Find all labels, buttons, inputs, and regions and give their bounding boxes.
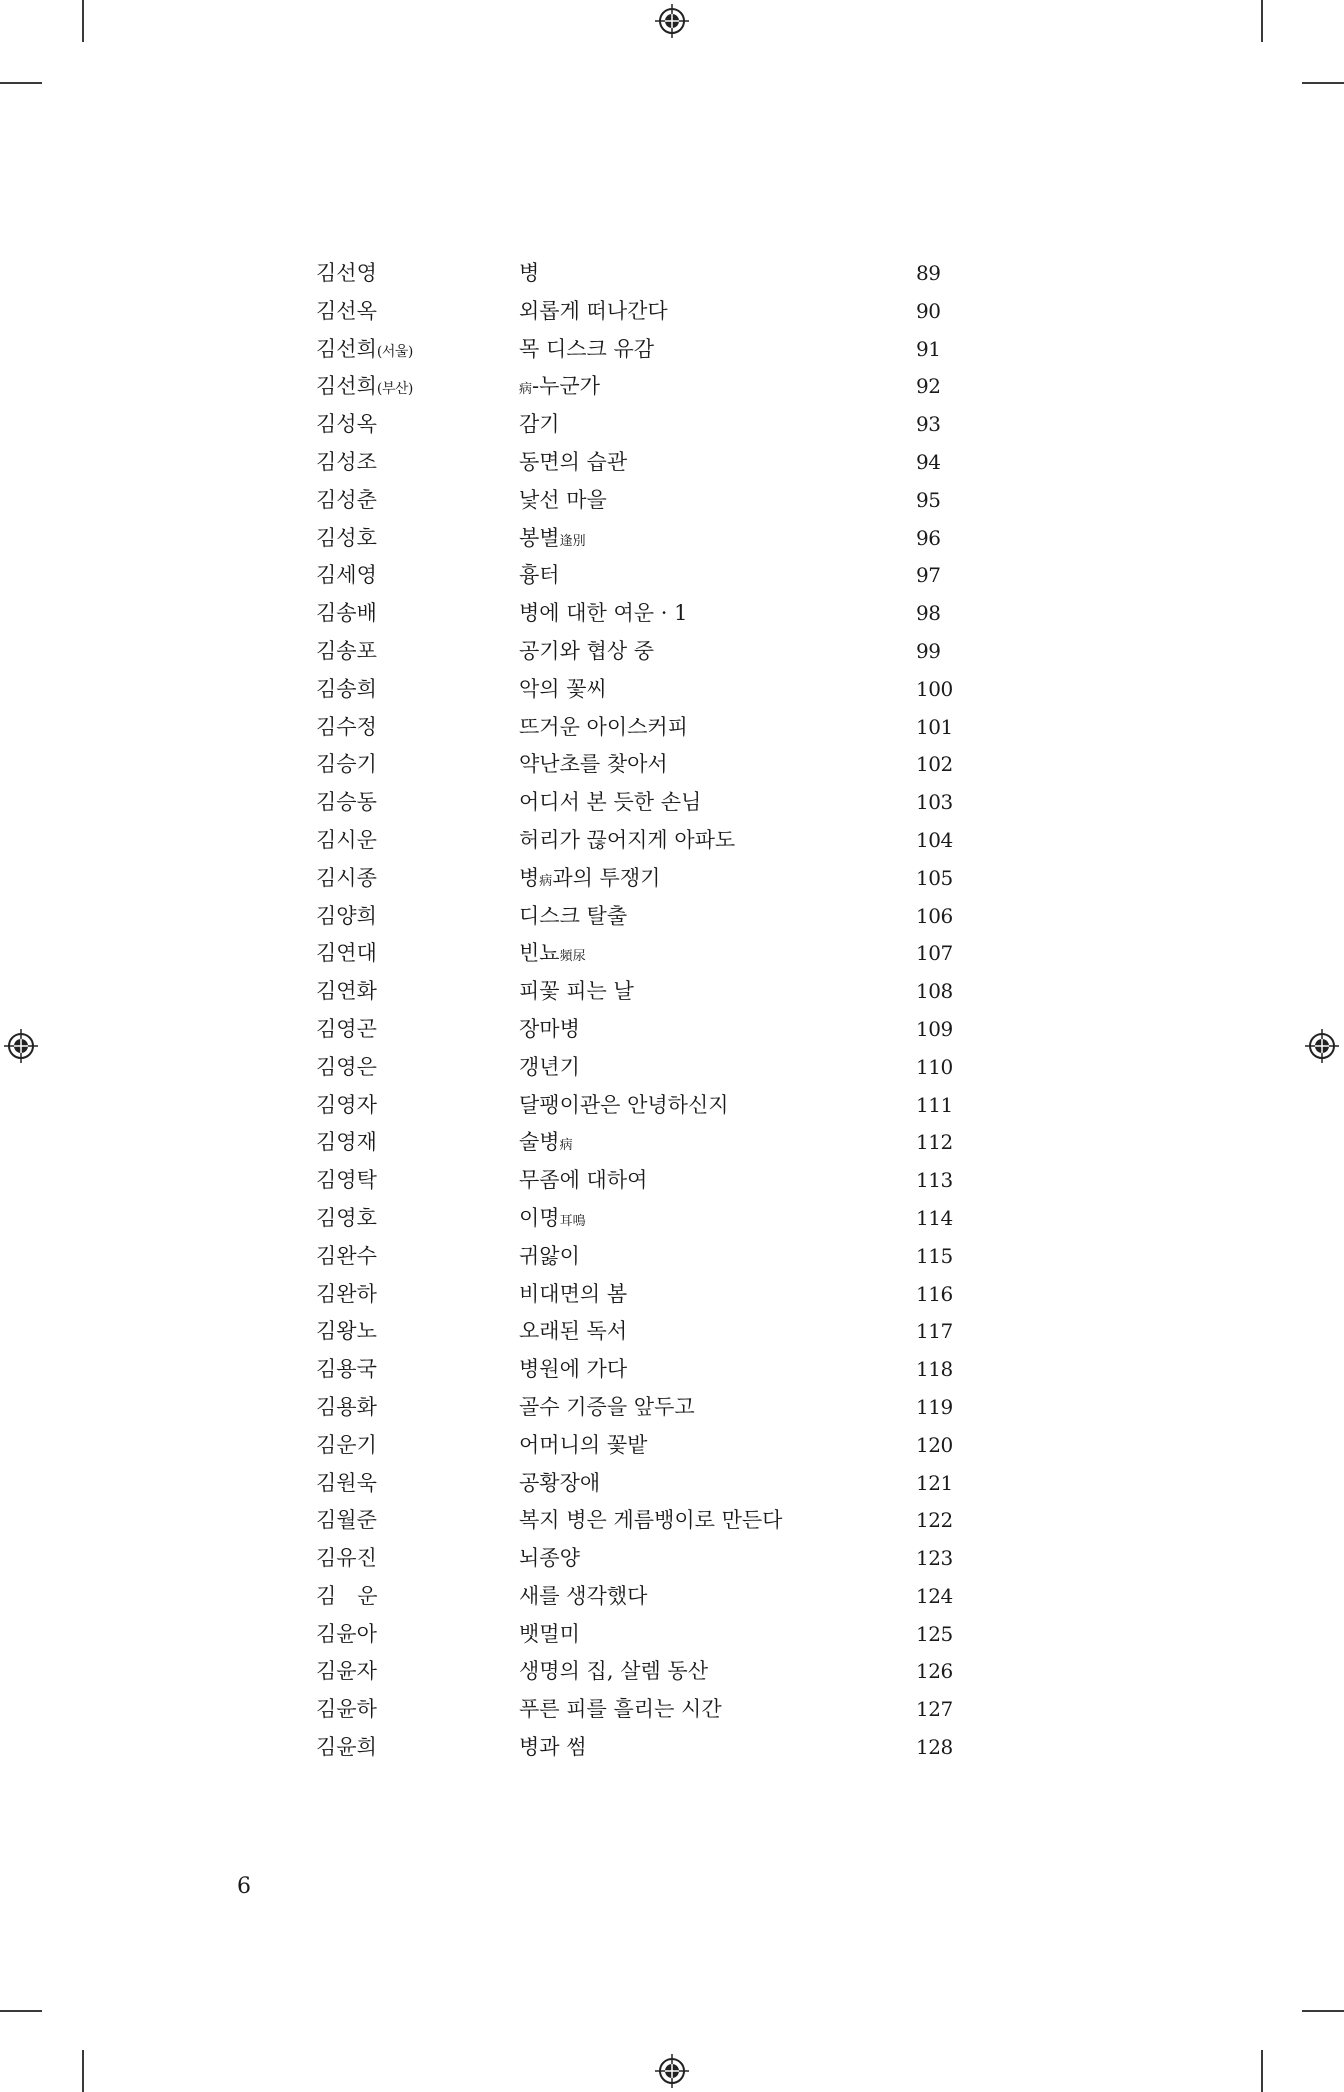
toc-author-name: 김완하 xyxy=(316,1281,377,1306)
toc-title xyxy=(519,633,654,671)
toc-title xyxy=(519,520,586,561)
toc-page-number: 94 xyxy=(916,449,941,474)
toc-page-number: 126 xyxy=(916,1659,953,1684)
toc-entry xyxy=(316,973,956,1011)
toc-title xyxy=(519,1616,580,1654)
toc-author-name: 김연화 xyxy=(316,979,377,1004)
toc-author xyxy=(316,1238,377,1276)
toc-author-name: 김성조 xyxy=(316,449,377,474)
toc-author-name: 김시종 xyxy=(316,865,377,890)
toc-author xyxy=(316,557,377,595)
toc-title-text: 외롭게 떠나간다 xyxy=(519,298,668,323)
toc-entry xyxy=(316,898,956,936)
toc-entry xyxy=(316,1691,956,1729)
toc-entry xyxy=(316,1124,956,1162)
toc-title xyxy=(519,255,539,293)
registration-mark-right-icon xyxy=(1305,1029,1339,1063)
toc-title-hanja: 病 xyxy=(539,873,553,889)
toc-author-note: (서울) xyxy=(376,343,413,360)
toc-page-number: 100 xyxy=(916,676,953,701)
toc-author-name: 김영은 xyxy=(316,1054,377,1079)
toc-entry xyxy=(316,1578,956,1616)
toc-author xyxy=(316,482,377,520)
toc-title xyxy=(519,331,654,369)
toc-title xyxy=(519,822,735,860)
toc-author xyxy=(316,1691,377,1729)
toc-title-text: 푸른 피를 흘리는 시간 xyxy=(519,1697,722,1722)
toc-title xyxy=(519,1238,580,1276)
toc-title-text: 골수 기증을 앞두고 xyxy=(519,1394,695,1419)
toc-title xyxy=(519,1276,627,1314)
toc-author-name: 김양희 xyxy=(316,903,377,928)
toc-title-text: 뜨거운 아이스커피 xyxy=(519,714,688,739)
toc-author xyxy=(316,444,377,482)
toc-entry xyxy=(316,557,956,595)
toc-entry xyxy=(316,595,956,633)
toc-author xyxy=(316,935,377,973)
toc-author-name: 김영호 xyxy=(316,1205,377,1230)
toc-page-number: 114 xyxy=(916,1205,953,1230)
toc-entry xyxy=(316,1389,956,1427)
toc-author xyxy=(316,898,377,936)
registration-mark-left-icon xyxy=(4,1029,38,1063)
toc-entry xyxy=(316,1502,956,1540)
toc-entry xyxy=(316,293,956,331)
toc-author-name: 김연대 xyxy=(316,941,377,966)
toc-author xyxy=(316,1578,378,1616)
toc-page-number: 115 xyxy=(916,1243,953,1268)
toc-title-text: 갱년기 xyxy=(519,1054,580,1079)
toc-author-name: 김운기 xyxy=(316,1432,377,1457)
toc-title-text: 오래된 독서 xyxy=(519,1319,628,1344)
toc-title xyxy=(519,1313,627,1351)
toc-entry xyxy=(316,1276,956,1314)
toc-author xyxy=(316,1200,377,1238)
toc-author xyxy=(316,255,377,293)
toc-author xyxy=(316,1351,377,1389)
toc-page-number: 89 xyxy=(916,261,941,285)
toc-title-hanja: 病 xyxy=(559,1138,573,1154)
toc-page-number: 104 xyxy=(916,827,953,852)
toc-title-text: 어디서 본 듯한 손님 xyxy=(519,790,702,815)
toc-author xyxy=(316,1049,377,1087)
toc-author xyxy=(316,293,377,331)
toc-title xyxy=(519,1578,647,1616)
toc-author-name: 김영탁 xyxy=(316,1168,377,1193)
toc-title-text: 이명 xyxy=(519,1205,560,1230)
toc-title xyxy=(519,293,668,331)
toc-title-text: 뇌종양 xyxy=(519,1546,580,1571)
toc-page-number: 120 xyxy=(916,1432,953,1457)
toc-page-number: 90 xyxy=(916,298,941,323)
toc-author-name: 김 운 xyxy=(316,1583,378,1608)
toc-author xyxy=(316,1729,377,1767)
toc-page-number: 127 xyxy=(916,1697,953,1722)
toc-title-hanja: 逢別 xyxy=(559,533,586,549)
toc-page-number: 92 xyxy=(916,374,941,399)
toc-author-name: 김왕노 xyxy=(316,1319,377,1344)
toc-author xyxy=(316,1616,377,1654)
toc-author-name: 김월준 xyxy=(316,1508,377,1533)
toc-page-number: 107 xyxy=(916,941,953,966)
toc-author xyxy=(316,1276,377,1314)
toc-title xyxy=(519,1465,600,1503)
toc-entry xyxy=(316,1200,956,1238)
toc-entry xyxy=(316,822,956,860)
toc-entry xyxy=(316,709,956,747)
toc-author-name: 김윤희 xyxy=(316,1735,377,1760)
crop-mark-bottom-right xyxy=(1261,2050,1263,2092)
toc-entry xyxy=(316,520,956,558)
toc-title xyxy=(519,1540,580,1578)
toc-author-name: 김선옥 xyxy=(316,298,377,323)
toc-title-text: 낯선 마을 xyxy=(519,487,607,512)
toc-title xyxy=(519,973,634,1011)
toc-entry xyxy=(316,860,956,898)
toc-title xyxy=(519,1162,647,1200)
toc-title-text: 감기 xyxy=(519,412,560,437)
toc-title-suffix: 과의 투쟁기 xyxy=(552,865,661,890)
toc-title xyxy=(519,1011,580,1049)
toc-title-text: 병 xyxy=(519,865,540,890)
toc-author xyxy=(316,822,377,860)
toc-entry xyxy=(316,1087,956,1125)
toc-title xyxy=(519,1087,729,1125)
toc-author-name: 김선희 xyxy=(316,374,377,399)
toc-author-name: 김승기 xyxy=(316,752,377,777)
toc-author-name: 김성춘 xyxy=(316,487,377,512)
crop-mark-bottom-right-h xyxy=(1302,2010,1344,2012)
toc-author-name: 김윤하 xyxy=(316,1697,377,1722)
toc-author xyxy=(316,709,377,747)
registration-mark-bottom-icon xyxy=(655,2054,689,2088)
toc-title-text: 목 디스크 유감 xyxy=(519,336,655,361)
toc-entry xyxy=(316,444,956,482)
toc-page-number: 119 xyxy=(916,1394,953,1419)
toc-title xyxy=(519,557,560,595)
toc-title-text: 공황장애 xyxy=(519,1470,601,1495)
toc-title-text: 새를 생각했다 xyxy=(519,1583,648,1608)
toc-author-name: 김영곤 xyxy=(316,1016,377,1041)
toc-title xyxy=(519,1389,695,1427)
toc-author-name: 김수정 xyxy=(316,714,377,739)
toc-title xyxy=(519,898,627,936)
toc-entry xyxy=(316,1616,956,1654)
toc-entry xyxy=(316,935,956,973)
toc-author xyxy=(316,406,377,444)
toc-author-name: 김시운 xyxy=(316,827,377,852)
toc-title xyxy=(519,1691,722,1729)
toc-title xyxy=(519,406,560,444)
toc-page-number: 105 xyxy=(916,865,953,890)
toc-title-text: 병에 대한 여운 · 1 xyxy=(519,601,688,626)
toc-entry xyxy=(316,1313,956,1351)
toc-title-text: 동면의 습관 xyxy=(519,449,628,474)
toc-page-number: 124 xyxy=(916,1583,953,1608)
toc-title xyxy=(519,746,668,784)
toc-author xyxy=(316,1465,377,1503)
toc-entry xyxy=(316,255,956,293)
toc-page-number: 116 xyxy=(916,1281,953,1306)
registration-mark-top-icon xyxy=(655,4,689,38)
toc-entry xyxy=(316,406,956,444)
toc-entry xyxy=(316,1238,956,1276)
crop-mark-top-left xyxy=(82,0,84,42)
toc-title-text: 빈뇨 xyxy=(519,941,560,966)
toc-author-name: 김용화 xyxy=(316,1394,377,1419)
crop-mark-top-right-h xyxy=(1302,82,1344,84)
toc-author xyxy=(316,1313,377,1351)
toc-author xyxy=(316,1653,377,1691)
toc-title xyxy=(519,784,701,822)
crop-mark-top-right xyxy=(1261,0,1263,42)
toc-title xyxy=(519,1351,627,1389)
toc-title-hanja: 頻尿 xyxy=(559,949,586,965)
toc-title-text: 피꽃 피는 날 xyxy=(519,979,634,1004)
toc-author-name: 김세영 xyxy=(316,563,377,588)
page-number: 6 xyxy=(237,1874,251,1899)
toc-page-number: 93 xyxy=(916,412,941,437)
toc-title xyxy=(519,1124,573,1165)
toc-entry xyxy=(316,633,956,671)
toc-page-number: 106 xyxy=(916,903,953,928)
toc-author xyxy=(316,1389,377,1427)
toc-title xyxy=(519,444,627,482)
toc-author-name: 김윤아 xyxy=(316,1621,377,1646)
toc-author-name: 김영재 xyxy=(316,1130,377,1155)
toc-author-name: 김선희 xyxy=(316,336,377,361)
toc-page-number: 113 xyxy=(916,1168,953,1193)
toc-author-name: 김용국 xyxy=(316,1357,377,1382)
toc-title xyxy=(519,671,607,709)
toc-entry xyxy=(316,1653,956,1691)
toc-author xyxy=(316,331,413,372)
toc-author-name: 김유진 xyxy=(316,1546,377,1571)
toc-title-text: 생명의 집, 살렘 동산 xyxy=(519,1659,708,1684)
toc-entry xyxy=(316,1427,956,1465)
toc-title-text: 병과 썸 xyxy=(519,1735,587,1760)
toc-author-name: 김영자 xyxy=(316,1092,377,1117)
table-of-contents xyxy=(316,255,956,1767)
toc-title-text: 술병 xyxy=(519,1130,560,1155)
crop-mark-bottom-left-h xyxy=(0,2010,42,2012)
toc-page-number: 109 xyxy=(916,1016,953,1041)
toc-page-number: 111 xyxy=(916,1092,953,1117)
toc-title-text: 비대면의 봄 xyxy=(519,1281,628,1306)
toc-page-number: 118 xyxy=(916,1357,953,1382)
toc-title xyxy=(519,482,607,520)
toc-entry xyxy=(316,1011,956,1049)
toc-page-number: 101 xyxy=(916,714,953,739)
toc-title xyxy=(519,368,600,409)
toc-author xyxy=(316,1011,377,1049)
toc-title-text: 약난초를 찾아서 xyxy=(519,752,668,777)
toc-title-text: 달팽이관은 안녕하신지 xyxy=(519,1092,729,1117)
toc-entry xyxy=(316,1162,956,1200)
toc-title xyxy=(519,1427,647,1465)
toc-title-hanja: 耳鳴 xyxy=(559,1213,586,1229)
toc-entry xyxy=(316,331,956,369)
toc-page-number: 110 xyxy=(916,1054,953,1079)
toc-title-text: 무좀에 대하여 xyxy=(519,1168,648,1193)
toc-title-text: 복지 병은 게름뱅이로 만든다 xyxy=(519,1508,783,1533)
toc-title-text: 장마병 xyxy=(519,1016,580,1041)
toc-author-name: 김승동 xyxy=(316,790,377,815)
toc-page-number: 96 xyxy=(916,525,941,550)
toc-title xyxy=(519,709,688,747)
toc-author xyxy=(316,671,377,709)
toc-author-name: 김완수 xyxy=(316,1243,377,1268)
toc-author-name: 김윤자 xyxy=(316,1659,377,1684)
toc-author xyxy=(316,1087,377,1125)
toc-author xyxy=(316,1502,377,1540)
toc-page-number: 112 xyxy=(916,1130,953,1155)
toc-author xyxy=(316,595,377,633)
toc-page-number: 95 xyxy=(916,487,941,512)
toc-author xyxy=(316,1162,377,1200)
toc-author-name: 김송희 xyxy=(316,676,377,701)
toc-title xyxy=(519,1729,587,1767)
toc-title-text: 흉터 xyxy=(519,563,560,588)
toc-page-number: 91 xyxy=(916,336,941,361)
toc-entry xyxy=(316,1465,956,1503)
toc-author xyxy=(316,1540,377,1578)
toc-page-number: 122 xyxy=(916,1508,953,1533)
toc-title-suffix: -누군가 xyxy=(532,374,600,399)
toc-entry xyxy=(316,1540,956,1578)
toc-title-text: 병 xyxy=(519,261,540,285)
toc-author-name: 김송포 xyxy=(316,638,377,663)
toc-page-number: 125 xyxy=(916,1621,953,1646)
toc-title-hanja: 病 xyxy=(519,382,533,398)
crop-mark-top-left-h xyxy=(0,82,42,84)
toc-author xyxy=(316,973,377,1011)
toc-entry xyxy=(316,368,956,406)
toc-entry xyxy=(316,746,956,784)
toc-page-number: 102 xyxy=(916,752,953,777)
toc-entry xyxy=(316,1351,956,1389)
toc-author-name: 김송배 xyxy=(316,601,377,626)
toc-author xyxy=(316,368,413,409)
toc-title xyxy=(519,595,687,633)
toc-entry xyxy=(316,671,956,709)
toc-entry xyxy=(316,482,956,520)
toc-page-number: 123 xyxy=(916,1546,953,1571)
toc-author-note: (부산) xyxy=(376,381,413,398)
toc-author-name: 김성옥 xyxy=(316,412,377,437)
toc-entry xyxy=(316,784,956,822)
toc-entry xyxy=(316,1729,956,1767)
toc-page-number: 121 xyxy=(916,1470,953,1495)
toc-page-number: 103 xyxy=(916,790,953,815)
crop-mark-bottom-left xyxy=(82,2050,84,2092)
toc-title-text: 디스크 탈출 xyxy=(519,903,628,928)
toc-title-text: 허리가 끊어지게 아파도 xyxy=(519,827,736,852)
toc-author xyxy=(316,520,377,558)
toc-title xyxy=(519,1049,580,1087)
toc-title-text: 공기와 협상 중 xyxy=(519,638,655,663)
toc-page-number: 97 xyxy=(916,563,941,588)
toc-page-number: 108 xyxy=(916,979,953,1004)
toc-title-text: 뱃멀미 xyxy=(519,1621,580,1646)
toc-page-number: 98 xyxy=(916,601,941,626)
toc-title-text: 봉별 xyxy=(519,525,560,550)
toc-author-name: 김원욱 xyxy=(316,1470,377,1495)
toc-title-text: 악의 꽃씨 xyxy=(519,676,607,701)
toc-title-text: 귀앓이 xyxy=(519,1243,580,1268)
toc-entry xyxy=(316,1049,956,1087)
toc-title-text: 병원에 가다 xyxy=(519,1357,628,1382)
toc-page-number: 128 xyxy=(916,1735,953,1760)
toc-page-number: 117 xyxy=(916,1319,953,1344)
toc-author xyxy=(316,746,377,784)
toc-title xyxy=(519,935,586,976)
toc-author xyxy=(316,633,377,671)
toc-author-name: 김성호 xyxy=(316,525,377,550)
toc-author-name: 김선영 xyxy=(316,261,377,285)
toc-author xyxy=(316,1124,377,1162)
toc-author xyxy=(316,1427,377,1465)
toc-title xyxy=(519,1200,586,1241)
toc-page-number: 99 xyxy=(916,638,941,663)
toc-title xyxy=(519,1653,708,1691)
toc-author xyxy=(316,860,377,898)
toc-title-text: 어머니의 꽃밭 xyxy=(519,1432,648,1457)
toc-title xyxy=(519,1502,782,1540)
toc-author xyxy=(316,784,377,822)
toc-title xyxy=(519,860,660,901)
